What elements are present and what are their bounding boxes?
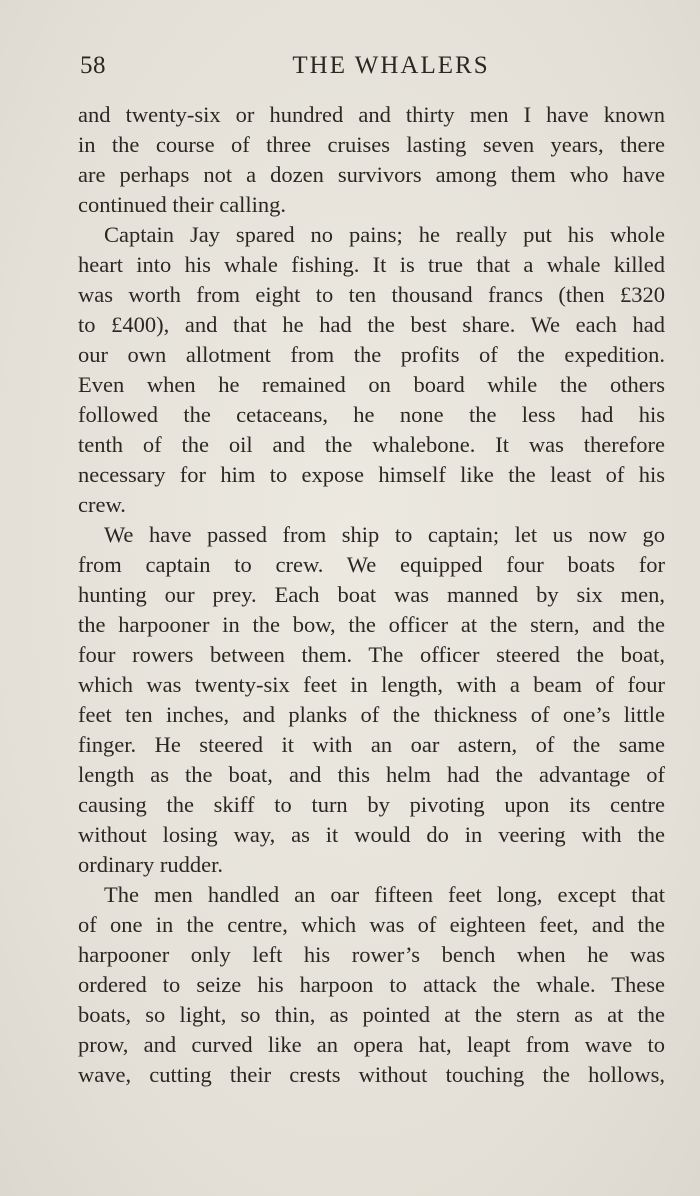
text-line: and twenty-six or hundred and thirty men I have known xyxy=(78,102,665,127)
text-line: the harpooner in the bow, the officer at the stern, and the xyxy=(78,612,665,637)
text-line: in the course of three cruises lasting seven years, there xyxy=(78,132,665,157)
text-line: without losing way, as it would do in veering with the xyxy=(78,822,665,847)
text-line: followed the cetaceans, he none the less had his xyxy=(78,402,665,427)
text-line: four rowers between them. The officer steered the boat, xyxy=(78,642,665,667)
text-line: ordinary rudder. xyxy=(78,852,223,877)
text-line: which was twenty-six feet in length, with a beam of four xyxy=(78,672,665,697)
text-line: causing the skiff to turn by pivoting upon its centre xyxy=(78,792,665,817)
text-line: was worth from eight to ten thousand francs (then £320 xyxy=(78,282,665,307)
text-line: tenth of the oil and the whalebone. It was therefore xyxy=(78,432,665,457)
text-line: crew. xyxy=(78,492,126,517)
text-line: prow, and curved like an opera hat, leapt from wave to xyxy=(78,1032,665,1057)
text-line: finger. He steered it with an oar astern, of the same xyxy=(78,732,665,757)
text-line: heart into his whale fishing. It is true that a whale killed xyxy=(78,252,665,277)
text-line: Even when he remained on board while the others xyxy=(78,372,665,397)
text-line: to £400), and that he had the best share. We each had xyxy=(78,312,665,337)
text-line: of one in the centre, which was of eighteen feet, and the xyxy=(78,912,665,937)
text-line: ordered to seize his harpoon to attack the whale. These xyxy=(78,972,665,997)
text-line: boats, so light, so thin, as pointed at the stern as at the xyxy=(78,1002,665,1027)
text-line: from captain to crew. We equipped four boats for xyxy=(78,552,665,577)
text-line: We have passed from ship to captain; let us now go xyxy=(104,522,665,547)
text-line: length as the boat, and this helm had the advantage of xyxy=(78,762,665,787)
text-line: wave, cutting their crests without touching the hollows, xyxy=(78,1062,665,1087)
text-line: Captain Jay spared no pains; he really put his whole xyxy=(104,222,665,247)
body-text xyxy=(78,100,665,1090)
page-number: 58 xyxy=(80,52,106,79)
text-line: hunting our prey. Each boat was manned by six men, xyxy=(78,582,665,607)
running-head xyxy=(78,48,668,84)
text-line: The men handled an oar fifteen feet long, except that xyxy=(104,882,665,907)
text-line: necessary for him to expose himself like the least of his xyxy=(78,462,665,487)
text-line: harpooner only left his rower’s bench when he was xyxy=(78,942,665,967)
text-line: continued their calling. xyxy=(78,192,287,217)
text-line: are perhaps not a dozen survivors among them who have xyxy=(78,162,665,187)
text-line: feet ten inches, and planks of the thickness of one’s little xyxy=(78,702,665,727)
text-line: our own allotment from the profits of the expedition. xyxy=(78,342,665,367)
running-title: THE WHALERS xyxy=(292,52,490,79)
